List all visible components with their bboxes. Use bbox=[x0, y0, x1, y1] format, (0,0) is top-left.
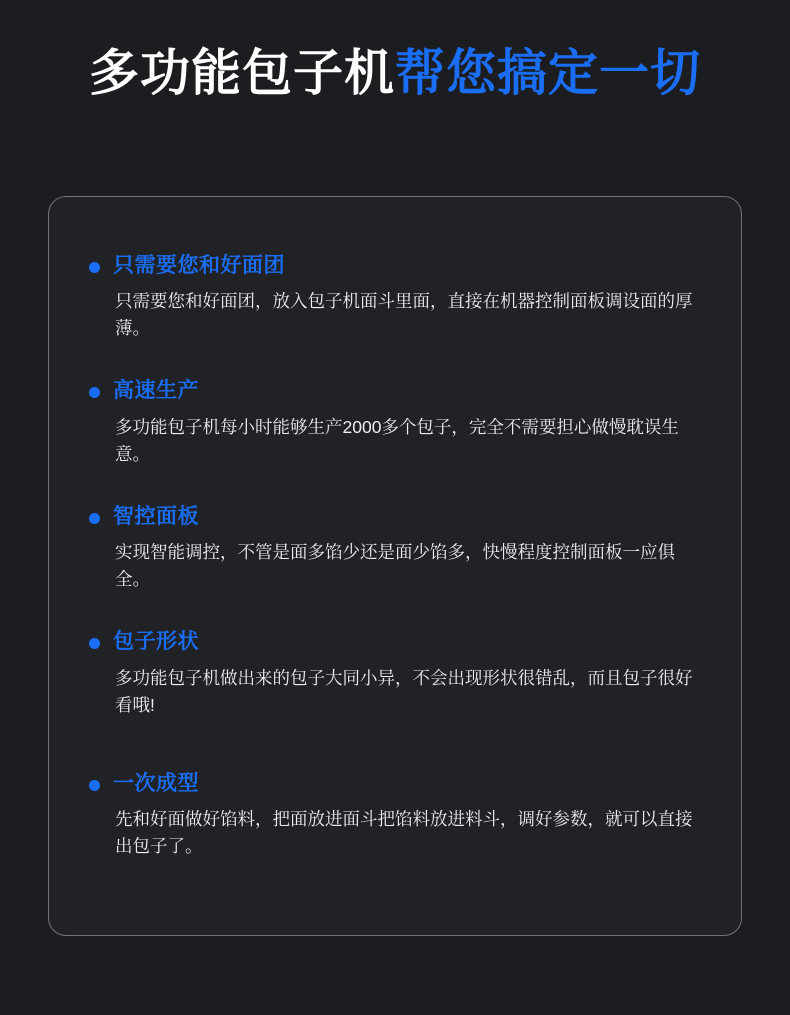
list-item bbox=[83, 504, 707, 593]
feature-description: 多功能包子机每小时能够生产2000多个包子，完全不需要担心做慢耽误生意。 bbox=[115, 416, 679, 464]
bullet-icon bbox=[89, 387, 100, 398]
bullet-icon bbox=[89, 638, 100, 649]
feature-description: 多功能包子机做出来的包子大同小异，不会出现形状很错乱，而且包子很好看哦! bbox=[115, 667, 693, 715]
list-item bbox=[83, 771, 707, 860]
bullet-icon bbox=[89, 262, 100, 273]
feature-title: 包子形状 bbox=[113, 630, 199, 654]
feature-title: 智控面板 bbox=[113, 504, 199, 528]
feature-title: 高速生产 bbox=[113, 379, 199, 403]
list-item bbox=[83, 378, 707, 467]
list-item bbox=[83, 629, 707, 718]
feature-description: 只需要您和好面团，放入包子机面斗里面，直接在机器控制面板调设面的厚薄。 bbox=[115, 291, 693, 339]
bullet-icon bbox=[89, 513, 100, 524]
page-title-primary: 多功能包子机 bbox=[89, 45, 395, 101]
feature-card bbox=[48, 196, 742, 936]
feature-list bbox=[49, 197, 741, 860]
page-title-accent: 帮您搞定一切 bbox=[395, 45, 701, 101]
list-item bbox=[83, 253, 707, 342]
bullet-icon bbox=[89, 780, 100, 791]
page-title bbox=[0, 0, 790, 101]
feature-title: 一次成型 bbox=[113, 771, 199, 795]
feature-description: 实现智能调控，不管是面多馅少还是面少馅多，快慢程度控制面板一应俱全。 bbox=[115, 542, 675, 590]
feature-description: 先和好面做好馅料，把面放进面斗把馅料放进料斗，调好参数，就可以直接出包子了。 bbox=[115, 808, 693, 857]
feature-title: 只需要您和好面团 bbox=[113, 254, 285, 277]
